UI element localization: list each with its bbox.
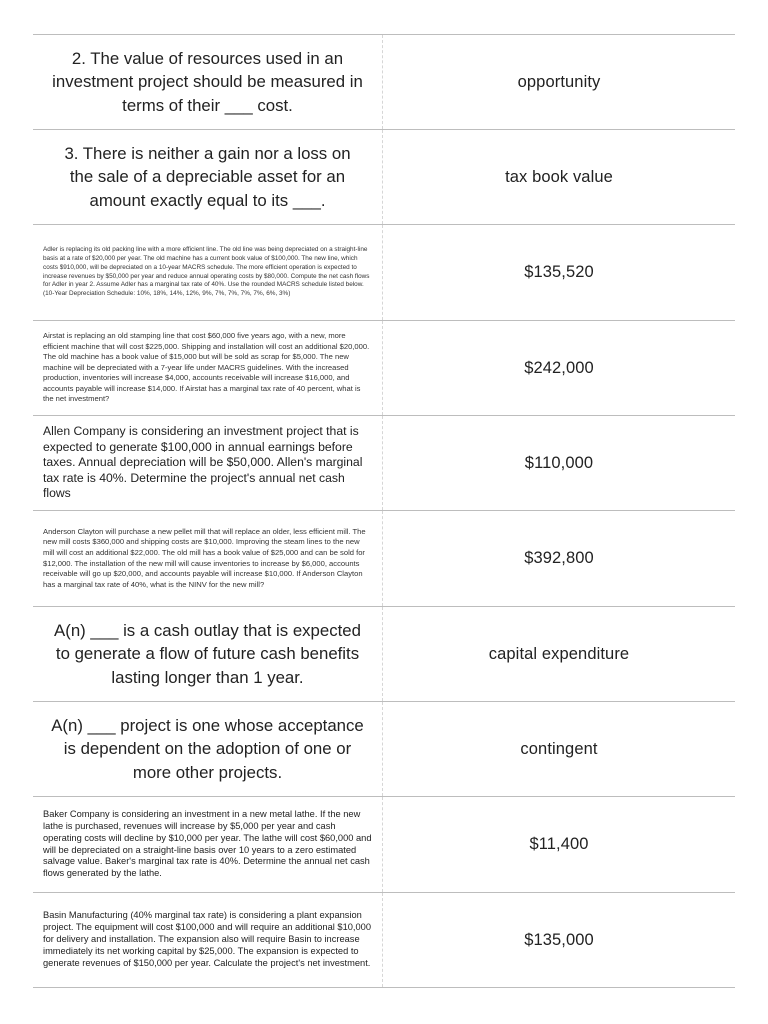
flashcard-sheet bbox=[33, 34, 735, 988]
question-text: 3. There is neither a gain nor a loss on the sale of a depreciable asset for an amount exactly equal to its ___. bbox=[64, 143, 351, 210]
flashcard-term bbox=[33, 511, 383, 606]
answer-text: opportunity bbox=[517, 72, 601, 91]
flashcard-row bbox=[33, 606, 735, 701]
question-text: Airstat is replacing an old stamping line that cost $60,000 five years ago, with a new, more efficient machine that will cost $225,000. Shipping and installation will cost an additional $20,000. The old machine has a book value of $15,000 but will be sold as scrap for $5,000. The new machine will be depreciated with a 7-year life under MACRS guidelines. With the increased production, inventories will increase $4,000, accounts receivable will increase $16,000, and accounts payable will increase $14,000. If Airstat has a marginal tax rate of 40 percent, what is the net investment? bbox=[43, 330, 370, 404]
flashcard-term bbox=[33, 797, 383, 892]
flashcard-term bbox=[33, 225, 383, 320]
answer-text: contingent bbox=[520, 739, 598, 758]
answer-text: $392,800 bbox=[524, 549, 594, 567]
flashcard-term bbox=[33, 893, 383, 987]
flashcard-term bbox=[33, 35, 383, 129]
flashcard-term bbox=[33, 130, 383, 224]
answer-text: $11,400 bbox=[529, 835, 589, 853]
question-text: 2. The value of resources used in an investment project should be measured in terms of their ___ cost. bbox=[52, 48, 363, 115]
flashcard-row bbox=[33, 510, 735, 606]
question-body: Adler is replacing its old packing line with a more efficient line. The old line was being depreciated on a straight-line basis at a rate of $20,000 per year. The old machine has a current book value of $100,000. The new line, which costs $910,000, will be depreciated on a 10-year MACRS schedule. The more efficient operation is expected to increase revenues by $50,000 per year and reduce annual operating costs by $80,000. Compute the net cash flows for Adler in year 2. Assume Adler has a marginal tax rate of 40%. Use the rounded MACRS schedule listed below. bbox=[43, 245, 370, 289]
question-text: Basin Manufacturing (40% marginal tax rate) is considering a plant expansion project. The equipment will cost $100,000 and will require an additional $10,000 for delivery and installation. The expansion also will require Basin to increase immediately its net working capital by $25,000. The expansion is expected to generate revenues of $150,000 per year. Calculate the project's net investment. bbox=[43, 910, 372, 968]
answer-text: $242,000 bbox=[524, 358, 594, 377]
answer-text: $135,520 bbox=[524, 263, 594, 281]
answer-text: tax book value bbox=[505, 167, 613, 186]
flashcard-row bbox=[33, 224, 735, 320]
flashcard-term bbox=[33, 702, 383, 796]
flashcard-row bbox=[33, 34, 735, 129]
flashcard-term bbox=[33, 607, 383, 701]
question-text: A(n) ___ project is one whose acceptance is dependent on the adoption of one or more other projects. bbox=[51, 715, 364, 782]
flashcard-term bbox=[33, 321, 383, 415]
flashcard-row bbox=[33, 701, 735, 796]
flashcard-term bbox=[33, 416, 383, 510]
flashcard-row bbox=[33, 892, 735, 988]
flashcard-row bbox=[33, 796, 735, 892]
question-text: Allen Company is considering an investment project that is expected to generate $100,000 in annual earnings before taxes. Annual depreciation will be $50,000. Allen's marginal tax rate is 40%. Determine the project's annual net cash flows bbox=[43, 424, 363, 501]
question-note: (10-Year Depreciation Schedule: 10%, 18%, 14%, 12%, 9%, 7%, 7%, 7%, 7%, 6%, 3%) bbox=[43, 290, 291, 298]
flashcard-row bbox=[33, 415, 735, 510]
flashcard-row bbox=[33, 320, 735, 415]
question-text: Anderson Clayton will purchase a new pellet mill that will replace an older, less efficient mill. The new mill costs $360,000 and shipping costs are $10,000. Improving the steam lines to the new mill will cost an additional $22,000. The old mill has a book value of $25,000 and can be sold for $12,000. The installation of the new mill will cause inventories to increase by $6,000, accounts receivable will go up $20,000, and accounts payable will increase $10,000. If Anderson Clayton has a marginal tax rate of 40%, what is the NINV for the new mill? bbox=[43, 526, 366, 589]
answer-text: capital expenditure bbox=[488, 644, 630, 663]
question-text: Baker Company is considering an investment in a new metal lathe. If the new lathe is purchased, revenues will increase by $5,000 per year and cash operating costs will decline by $10,000 per year. The lathe will cost $60,000 and will be depreciated on a straight-line basis over 10 years to a zero estimated salvage value. Baker's marginal tax rate is 40%. Determine the annual net cash flows generated by the lathe. bbox=[43, 808, 372, 879]
question-text: A(n) ___ is a cash outlay that is expected to generate a flow of future cash benefits lasting longer than 1 year. bbox=[54, 620, 361, 687]
answer-text: $110,000 bbox=[524, 453, 594, 472]
question-text bbox=[43, 246, 372, 299]
flashcard-row bbox=[33, 129, 735, 224]
answer-text: $135,000 bbox=[524, 930, 594, 949]
